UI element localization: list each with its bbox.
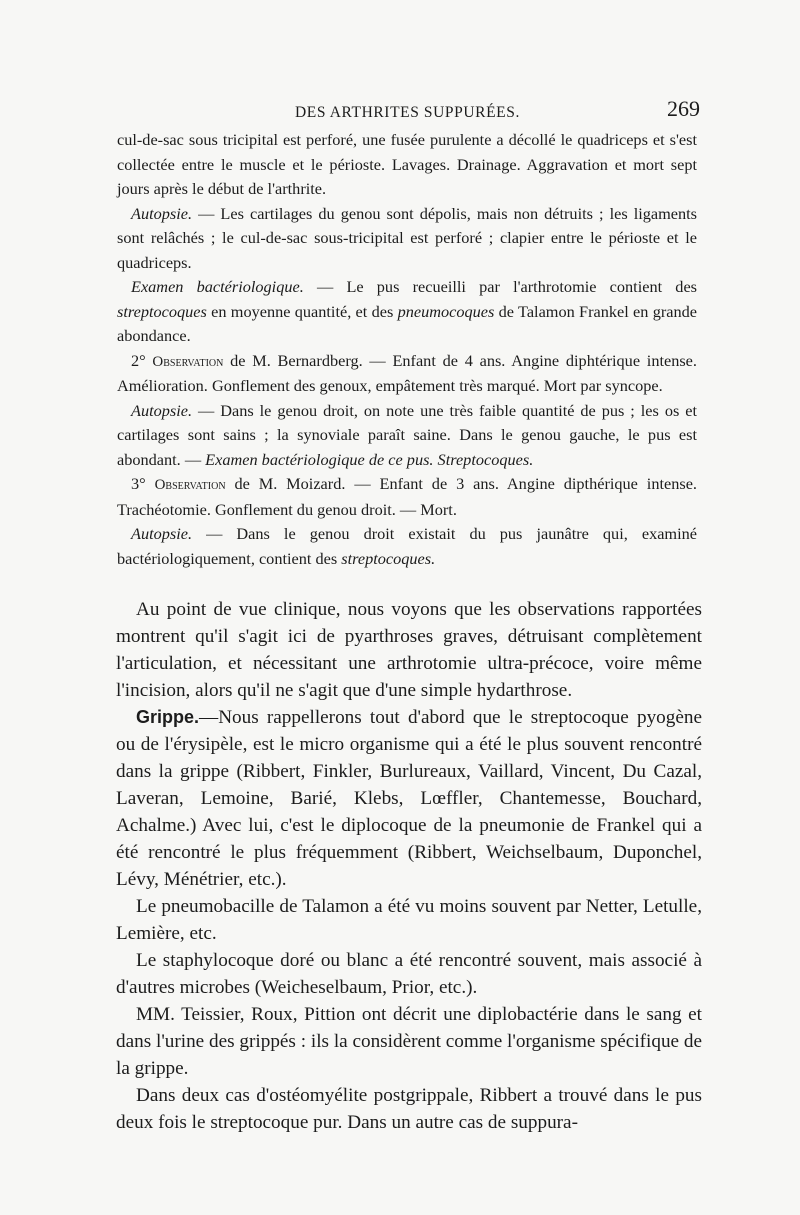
observations-section <box>117 128 697 571</box>
main-text-section <box>116 596 702 1136</box>
diplobacterie-paragraph: MM. Teissier, Roux, Pittion ont décrit une diplobactérie dans le sang et dans l'urine des grippés : ils la considèrent comme l'organisme spécifique de la grippe. <box>116 1004 702 1079</box>
page-number: 269 <box>667 96 700 121</box>
bacteriology-label: Examen bactériologique. <box>131 277 304 296</box>
osteomyelite-paragraph: Dans deux cas d'ostéomyélite postgrippale, Ribbert a trouvé dans le pus deux fois le streptocoque pur. Dans un autre cas de suppura- <box>116 1085 702 1133</box>
autopsy-paragraph-2: Autopsie. — Dans le genou droit, on note une très faible quantité de pus ; les os et cartilages sont sains ; la synoviale paraît saine. Dans le genou gauche, le pus est abondant. — Examen bactériologique de ce pus. Streptocoques. <box>117 400 697 469</box>
autopsy-label: Autopsie. <box>131 203 193 223</box>
autopsy-paragraph-3: Autopsie. — Dans le genou droit existait du pus jaunâtre qui, examiné bactériologiquement, contient des streptocoques. <box>117 524 697 568</box>
autopsy-paragraph-1: Autopsie. — Les cartilages du genou sont dépolis, mais non détruits ; les ligaments sont relâchés ; le cul-de-sac sous-tricipital est perforé ; clapier entre le périoste et le quadriceps. <box>117 203 697 272</box>
grippe-paragraph: Grippe.—Nous rappellerons tout d'abord que le streptocoque pyogène ou de l'érysipèle, est le micro organisme qui a été le plus souvent rencontré dans la grippe (Ribbert, Finkler, Burlureaux, Vaillard, Vincent, Du Cazal, Laveran, Lemoine, Barié, Klebs, Lœffler, Chantemesse, Bouchard, Achalme.) Avec lui, c'est le diplocoque de la pneumonie de Frankel qui a été rencontré le plus fréquemment (Ribbert, Weichselbaum, Duponchel, Lévy, Ménétrier, etc.). <box>116 707 702 890</box>
pneumobacille-paragraph: Le pneumobacille de Talamon a été vu moins souvent par Netter, Letulle, Lemière, etc. <box>116 896 702 944</box>
observation-continuation: cul-de-sac sous tricipital est perforé, une fusée purulente a décollé le quadriceps et s'est collectée entre le muscle et le périoste. Lavages. Drainage. Aggravation et mort sept jours après le début de l'arthrite. <box>117 130 697 198</box>
grippe-heading: Grippe. <box>136 707 200 727</box>
staphylocoque-paragraph: Le staphylocoque doré ou blanc a été rencontré souvent, mais associé à d'autres microbes (Weicheselbaum, Prior, etc.). <box>116 950 702 998</box>
bacteriology-paragraph: Examen bactériologique. — Le pus recueilli par l'arthrotomie contient des streptocoques en moyenne quantité, et des pneumocoques de Talamon Frankel en grande abondance. <box>117 277 698 345</box>
clinical-paragraph: Au point de vue clinique, nous voyons que les observations rapportées montrent qu'il s'agit ici de pyarthroses graves, détruisant complètement l'articulation, et nécessitant une arthrotomie ultra-précoce, voire même l'incision, alors qu'il ne s'agit que d'une simple hydarthrose. <box>116 599 702 701</box>
observation-2: 2° Observation de M. Bernardberg. — Enfant de 4 ans. Angine diphtérique intense. Amélioration. Gonflement des genoux, empâtement très marqué. Mort par syncope. <box>117 350 697 395</box>
observation-3: 3° Observation de M. Moizard. — Enfant de 3 ans. Angine dipthérique intense. Trachéotomie. Gonflement du genou droit. — Mort. <box>117 474 697 519</box>
autopsy-label: Autopsie. <box>131 400 193 420</box>
page-header <box>120 96 700 126</box>
running-title: DES ARTHRITES SUPPURÉES. <box>295 104 520 121</box>
autopsy-label: Autopsie. <box>131 524 193 543</box>
